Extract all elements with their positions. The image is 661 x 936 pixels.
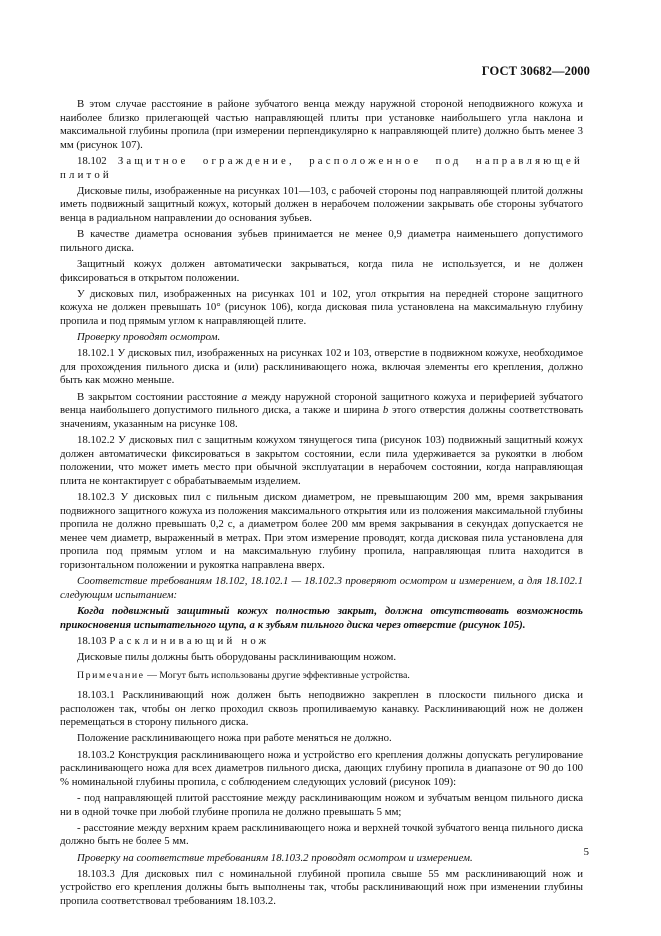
section-title: Защитное ограждение, расположенное под направляющей плитой [60,154,583,181]
text-segment: между наружной стороной защитного кожуха и периферией зубчатого венца наибольшего допустимого пильного диска, а также и ширина [60,390,583,417]
section-number: 18.103 [77,634,107,647]
paragraph: Защитный кожух должен автоматически закрываться, когда пила не используется, и не должен фиксироваться в открытом положении. [60,257,583,284]
section-heading-18-103 [60,635,583,649]
list-item: - расстояние между верхним краем расклинивающего ножа и верхней точкой зубчатого венца пильного диска должно быть не более 5 мм. [60,821,583,848]
paragraph: В этом случае расстояние в районе зубчатого венца между наружной стороной неподвижного кожуха и наиболее близко прилегающей частью направляющей плиты при установке наибольшего угла наклона и максимальной глубины пропила (при измерении перпендикулярно к направляющей плите) должно быть менее 3 мм (рисунок 107). [60,98,583,151]
document-header: ГОСТ 30682—2000 [481,64,590,78]
note [60,669,583,683]
list-item: - под направляющей плитой расстояние между расклинивающим ножом и зубчатым венцом пильного диска ни в одной точке при любой глубине пропила не должно превышать 5 мм; [60,792,583,818]
text-segment: В закрытом состоянии расстояние [77,390,238,403]
note-label: Примечание [77,670,145,682]
section-number: 18.102 [77,154,107,167]
page-number: 5 [583,846,589,858]
section-heading-18-102 [60,155,583,182]
paragraph: 18.103.1 Расклинивающий нож должен быть неподвижно закреплен в плоскости пильного диска и расположен так, чтобы он легко проходил сквозь пропиливаемую канавку. Расклинивающий нож не должен перемещаться в сторону пильного диска. [60,689,583,729]
variable-b: b [382,404,389,417]
document-body [60,98,583,911]
paragraph: Дисковые пилы должны быть оборудованы расклинивающим ножом. [77,650,397,663]
paragraph: 18.102.1 У дисковых пил, изображенных на рисунках 102 и 103, отверстие в подвижном кожухе, необходимое для прохождения пильного диска и (или) расклинивающего ножа, включая элементы его крепления, должно быть как можно меньше. [60,347,583,387]
note-text: — Могут быть использованы другие эффективные устройства. [144,670,410,682]
test-description: Когда подвижный защитный кожух полностью закрыт, должна отсутствовать возможность прикосновения испытательного щупа, а к зубьям пильного диска через отверстие (рисунок 105). [60,604,583,631]
text-segment: этого отверстия должны соответствовать значениям, указанным на рисунке 108. [60,404,584,430]
paragraph: У дисковых пил, изображенных на рисунках 101 и 102, угол открытия на передней стороне защитного кожуха не должен превышать 10° (рисунок 106), когда дисковая пила установлена на максимальную глубину пропила и под прямым углом к направляющей плите. [60,287,583,327]
paragraph: 18.102.3 У дисковых пил с пильным диском диаметром, не превышающим 200 мм, время закрывания подвижного защитного кожуха из положения максимального открытия или из положения максимальной глубины пропила не должно превышать 0,2 с, а диаметром более 200 мм время закрывания в секундах допускается не менее чем диаметр, выраженный в метрах. При этом измерение проводят, когда дисковая пила установлена для пропила под прямым углом и на максимальную глубину пропила, направляющая плита находится в горизонтальном положении и рукоятка направлена вверх. [60,490,583,571]
paragraph-with-variables [60,391,583,432]
paragraph: 18.103.3 Для дисковых пил с номинальной глубиной пропила свыше 55 мм расклинивающий нож и устройство его крепления должны быть выполнены так, чтобы расклинивающий нож при изменении глубины пропила соответствовал требованиям 18.103.2. [60,867,583,907]
paragraph: Положение расклинивающего ножа при работе меняться не должно. [77,732,392,745]
paragraph: В качестве диаметра основания зубьев принимается не менее 0,9 диаметра наименьшего допустимого пильного диска. [60,228,583,254]
section-title: Расклинивающий нож [109,634,270,647]
compliance-statement: Соответствие требованиям 18.102, 18.102.1 — 18.102.3 проверяют осмотром и измерением, а для 18.102.1 следующим испытанием: [60,575,583,601]
paragraph: Дисковые пилы, изображенные на рисунках 101—103, с рабочей стороны под направляющей плитой должны иметь подвижный защитный кожух, который должен в нерабочем положении закрывать обе стороны зубчатого венца в радиальном направлении до основания зубьев. [60,184,583,224]
verification-note: Проверку на соответствие требованиям 18.103.2 проводят осмотром и измерением. [77,851,473,864]
variable-a: a [241,390,248,403]
paragraph: 18.103.2 Конструкция расклинивающего ножа и устройство его крепления должны допускать регулирование расклинивающего ножа для всех диаметров пильного диска, дающих глубину пропила в диапазоне от 90 до 100 % номинальной глубины пропила, с соблюдением следующих условий (рисунок 109): [60,748,583,788]
verification-note: Проверку проводят осмотром. [77,331,221,344]
paragraph: 18.102.2 У дисковых пил с защитным кожухом тянущегося типа (рисунок 103) подвижный защитный кожух должен автоматически фиксироваться в закрытом состоянии, если пила удерживается за рукоятки в любом положении, что может иметь место при обычной эксплуатации в нерабочем состоянии, когда направляющая плита не контактирует с обрабатываемым изделием. [60,434,583,487]
